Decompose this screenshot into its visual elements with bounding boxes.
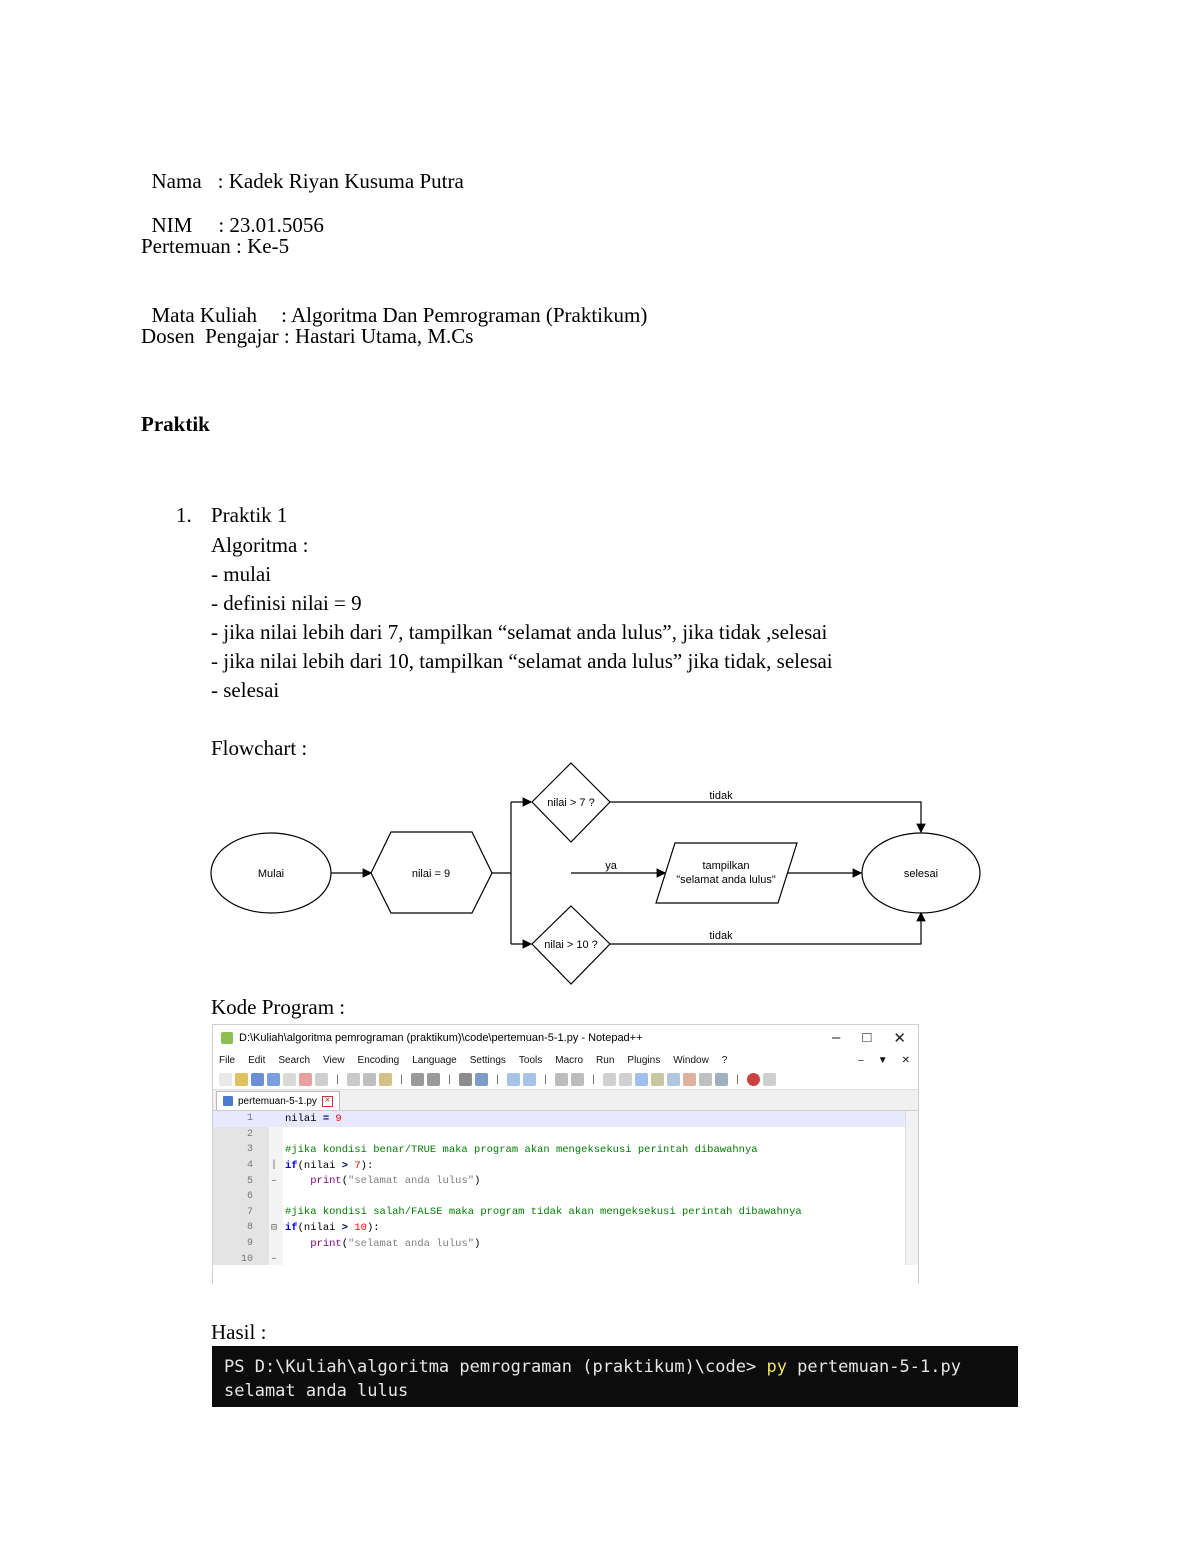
code-label: Kode Program : <box>211 995 346 1019</box>
code-line <box>213 1158 918 1174</box>
code-line <box>213 1142 918 1158</box>
code-line <box>213 1220 918 1236</box>
paste-icon[interactable] <box>379 1073 392 1086</box>
meeting-line: Pertemuan : Ke-5 <box>141 234 290 258</box>
menu-edit[interactable]: Edit <box>248 1054 266 1066</box>
separator: | <box>448 1073 451 1085</box>
code-editor[interactable] <box>213 1111 918 1265</box>
maximize-icon[interactable]: □ <box>862 1029 872 1046</box>
cond1-label: nilai > 7 ? <box>547 797 595 809</box>
assign-label: nilai = 9 <box>411 868 451 880</box>
algorithm-step: - jika nilai lebih dari 7, tampilkan “selamat anda lulus”, jika tidak ,selesai <box>211 620 828 644</box>
tab-bar <box>213 1090 918 1111</box>
start-label: Mulai <box>257 868 285 880</box>
zoom-out-icon[interactable] <box>523 1073 536 1086</box>
line-number: 10 <box>240 1253 253 1265</box>
line-number: 8 <box>246 1222 253 1234</box>
token: ( <box>341 1237 349 1250</box>
menu-macro[interactable]: Macro <box>555 1054 584 1066</box>
menu-file[interactable]: File <box>219 1054 236 1066</box>
close-file-icon[interactable] <box>283 1073 296 1086</box>
algorithm-step: - definisi nilai = 9 <box>211 591 362 615</box>
code-line <box>213 1173 918 1189</box>
output-line1: tampilkan <box>702 860 750 872</box>
token: ) <box>474 1175 481 1188</box>
menu-search[interactable]: Search <box>278 1054 311 1066</box>
show-all-chars-icon[interactable] <box>619 1073 632 1086</box>
indent-guide-icon[interactable] <box>635 1073 648 1086</box>
code-line <box>213 1236 918 1252</box>
nim-line <box>141 189 324 237</box>
disk-icon <box>223 1096 233 1106</box>
monitor-icon[interactable] <box>715 1073 728 1086</box>
tab-file[interactable] <box>216 1091 340 1110</box>
save-all-icon[interactable] <box>267 1073 280 1086</box>
function-list-icon[interactable] <box>683 1073 696 1086</box>
name-value: : Kadek Riyan Kusuma Putra <box>217 169 464 193</box>
course-line <box>141 279 647 327</box>
lang-icon[interactable] <box>651 1073 664 1086</box>
course-label: Mata Kuliah <box>151 303 258 327</box>
name-label: Nama <box>151 169 202 193</box>
separator: | <box>592 1073 595 1085</box>
code-line <box>213 1251 918 1267</box>
menu-encoding[interactable]: Encoding <box>357 1054 400 1066</box>
sync-v-icon[interactable] <box>555 1073 568 1086</box>
token: if <box>285 1159 298 1172</box>
token: print <box>310 1237 342 1250</box>
token: 9 <box>335 1112 342 1125</box>
replace-icon[interactable] <box>475 1073 488 1086</box>
line-number: 9 <box>246 1238 253 1250</box>
window-titlebar <box>213 1025 918 1051</box>
menu-help[interactable]: ? <box>721 1054 728 1066</box>
item-number: 1. <box>176 503 192 527</box>
flowchart-label: Flowchart : <box>211 736 308 760</box>
algorithm-step: - jika nilai lebih dari 10, tampilkan “selamat anda lulus” jika tidak, selesai <box>211 649 833 673</box>
sync-h-icon[interactable] <box>571 1073 584 1086</box>
comment: #jika kondisi salah/FALSE maka program tidak akan mengeksekusi perintah dibawahnya <box>285 1206 802 1219</box>
token: if <box>285 1221 298 1234</box>
separator: | <box>400 1073 403 1085</box>
token: > <box>341 1159 349 1172</box>
section-title: Praktik <box>141 412 210 436</box>
fold-marker-icon[interactable]: | <box>271 1160 278 1172</box>
window-title: D:\Kuliah\algoritma pemrograman (praktikum)\code\pertemuan-5-1.py - Notepad++ <box>239 1032 643 1044</box>
token: (nilai <box>297 1159 342 1172</box>
record-macro-icon[interactable] <box>747 1073 760 1086</box>
undo-icon[interactable] <box>411 1073 424 1086</box>
no2-label: tidak <box>709 930 733 942</box>
fold-end-icon: – <box>271 1175 278 1187</box>
terminal-command: py <box>766 1357 787 1377</box>
separator: | <box>544 1073 547 1085</box>
tab-label: pertemuan-5-1.py <box>238 1095 317 1107</box>
doc-map-icon[interactable] <box>667 1073 680 1086</box>
algorithm-label: Algoritma : <box>211 533 309 557</box>
token: "selamat anda lulus" <box>348 1237 475 1250</box>
token: print <box>310 1175 342 1188</box>
output-line2: "selamat anda lulus" <box>676 874 776 886</box>
algorithm-step: - selesai <box>211 678 280 702</box>
token: = <box>316 1112 336 1125</box>
token: ) <box>474 1237 481 1250</box>
separator: | <box>736 1073 739 1085</box>
separator: | <box>336 1073 339 1085</box>
notepad-icon <box>221 1032 233 1044</box>
toolbar <box>213 1069 918 1090</box>
name-line <box>141 145 464 193</box>
menu-plugins[interactable]: Plugins <box>627 1054 661 1066</box>
menu-view[interactable]: View <box>323 1054 345 1066</box>
terminal-command-line <box>224 1357 961 1377</box>
comment: #jika kondisi benar/TRUE maka program akan mengeksekusi perintah dibawahnya <box>285 1143 758 1156</box>
folder-workspace-icon[interactable] <box>699 1073 712 1086</box>
menu-tools[interactable]: Tools <box>518 1054 543 1066</box>
token: ( <box>341 1175 349 1188</box>
vertical-scrollbar[interactable] <box>905 1111 918 1265</box>
terminal-output <box>212 1346 1018 1407</box>
menu-bar <box>213 1051 918 1069</box>
terminal-prompt: PS D:\Kuliah\algoritma pemrograman (praktikum)\code> <box>224 1357 767 1377</box>
new-file-icon[interactable] <box>219 1073 232 1086</box>
arrow-no1 <box>610 802 921 832</box>
line-number: 4 <box>246 1160 253 1172</box>
terminal-argument: pertemuan-5-1.py <box>786 1357 961 1377</box>
cut-icon[interactable] <box>347 1073 360 1086</box>
nim-label: NIM <box>151 213 193 237</box>
algorithm-step: - mulai <box>211 562 272 586</box>
flowchart-diagram <box>205 755 990 995</box>
doc-close-icon[interactable]: ✕ <box>901 1054 910 1066</box>
output-io <box>656 843 797 903</box>
token: 7 <box>354 1159 361 1172</box>
menu-run[interactable]: Run <box>596 1054 615 1066</box>
nim-value: : 23.01.5056 <box>218 213 324 237</box>
line-number: 5 <box>246 1175 253 1187</box>
tab-close-icon[interactable]: × <box>322 1096 333 1107</box>
line-number: 1 <box>246 1113 253 1125</box>
result-label: Hasil : <box>211 1320 267 1344</box>
line-number: 3 <box>246 1144 253 1156</box>
menu-language[interactable]: Language <box>412 1054 457 1066</box>
doc-dropdown-icon[interactable]: ▼ <box>877 1054 888 1066</box>
notepad-window <box>212 1024 919 1284</box>
code-line <box>213 1111 918 1127</box>
separator: | <box>496 1073 499 1085</box>
token: nilai <box>285 1112 317 1125</box>
code-line <box>213 1189 918 1205</box>
word-wrap-icon[interactable] <box>603 1073 616 1086</box>
end-label: selesai <box>903 868 939 880</box>
token: (nilai <box>297 1221 342 1234</box>
fold-end-icon: – <box>271 1253 278 1265</box>
no1-label: tidak <box>709 790 733 802</box>
code-line <box>213 1127 918 1143</box>
line-number: 6 <box>246 1191 253 1203</box>
menu-window[interactable]: Window <box>673 1054 709 1066</box>
open-file-icon[interactable] <box>235 1073 248 1086</box>
lecturer-line: Dosen Pengajar : Hastari Utama, M.Cs <box>141 324 474 348</box>
minimize-icon[interactable]: – <box>832 1029 841 1046</box>
redo-icon[interactable] <box>427 1073 440 1086</box>
course-value: : Algoritma Dan Pemrograman (Praktikum) <box>281 303 648 327</box>
token: 10 <box>354 1221 367 1234</box>
close-icon[interactable]: ✕ <box>893 1030 906 1047</box>
fold-marker-icon[interactable]: ⊟ <box>271 1222 278 1234</box>
token: > <box>341 1221 349 1234</box>
token: ): <box>366 1221 380 1234</box>
item-title: Praktik 1 <box>211 503 288 527</box>
line-number: 7 <box>246 1206 253 1218</box>
copy-icon[interactable] <box>363 1073 376 1086</box>
stop-macro-icon[interactable] <box>763 1073 776 1086</box>
menu-settings[interactable]: Settings <box>469 1054 506 1066</box>
token: ): <box>360 1159 374 1172</box>
code-line <box>213 1205 918 1221</box>
print-icon[interactable] <box>315 1073 328 1086</box>
token: "selamat anda lulus" <box>348 1175 475 1188</box>
terminal-result: selamat anda lulus <box>224 1381 409 1401</box>
line-number: 2 <box>246 1128 253 1140</box>
yes-label: ya <box>605 860 617 872</box>
cond2-label: nilai > 10 ? <box>544 939 598 951</box>
zoom-in-icon[interactable] <box>507 1073 520 1086</box>
find-icon[interactable] <box>459 1073 472 1086</box>
doc-minimize-icon[interactable]: – <box>858 1054 864 1066</box>
save-icon[interactable] <box>251 1073 264 1086</box>
close-all-icon[interactable] <box>299 1073 312 1086</box>
arrow-no2 <box>610 913 921 944</box>
